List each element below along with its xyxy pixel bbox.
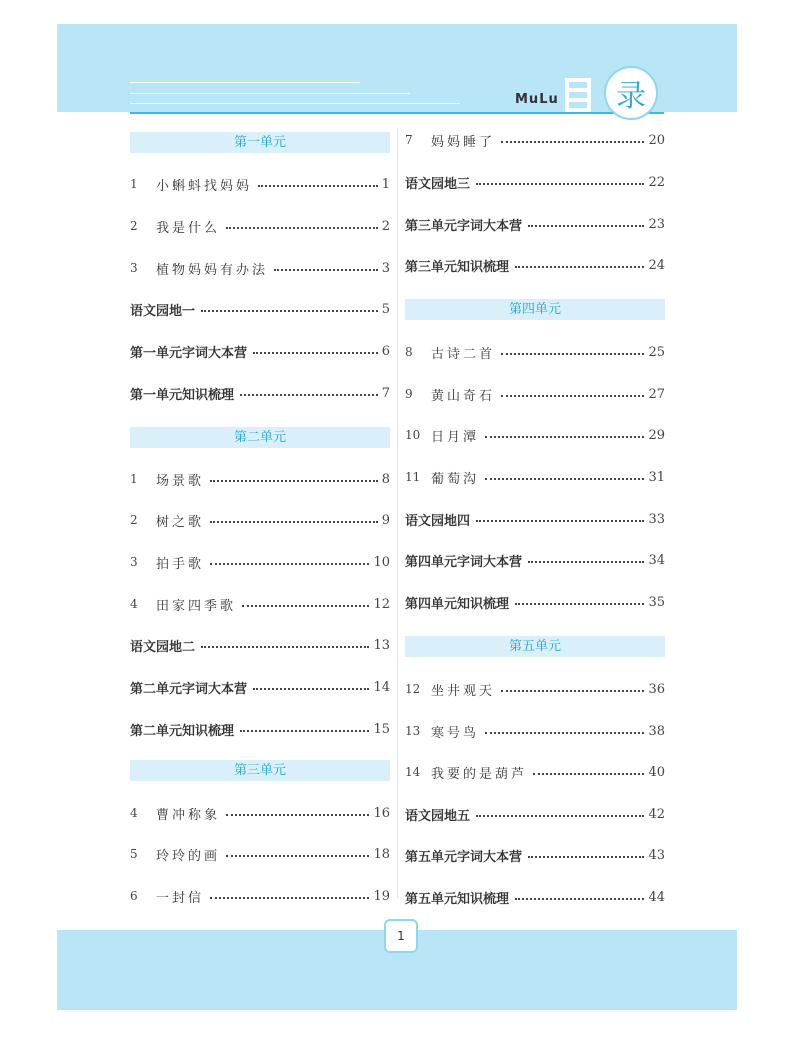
dot-leader — [476, 815, 644, 817]
entry-page: 31 — [648, 469, 665, 485]
entry-page: 40 — [648, 764, 665, 780]
entry-page: 5 — [381, 301, 390, 317]
dot-leader — [226, 814, 369, 816]
toc-entry[interactable] — [130, 719, 390, 739]
unit-heading: 第一单元 — [130, 132, 390, 153]
dot-leader — [253, 352, 378, 354]
lesson-number: 6 — [130, 889, 138, 903]
dot-leader — [258, 185, 378, 187]
dot-leader — [240, 394, 378, 396]
lesson-number: 11 — [405, 470, 421, 484]
entry-title: 田家四季歌 — [156, 598, 237, 614]
dot-leader — [528, 856, 644, 858]
dot-leader — [201, 310, 378, 312]
dot-leader — [515, 266, 644, 268]
dot-leader — [515, 603, 644, 605]
dot-leader — [210, 480, 378, 482]
decorative-line — [130, 93, 410, 94]
lesson-number: 8 — [405, 345, 413, 359]
toc-entry[interactable] — [405, 592, 665, 612]
dot-leader — [485, 732, 644, 734]
unit-heading: 第四单元 — [405, 299, 665, 320]
entry-title: 妈妈睡了 — [431, 134, 496, 150]
entry-title: 第五单元字词大本营 — [405, 849, 523, 865]
lesson-number: 7 — [405, 133, 413, 147]
lesson-number: 12 — [405, 682, 421, 696]
toc-entry[interactable] — [405, 804, 665, 824]
dot-leader — [485, 436, 644, 438]
entry-title: 第一单元知识梳理 — [130, 387, 235, 403]
entry-page: 42 — [648, 806, 665, 822]
decorative-line — [130, 103, 460, 104]
entry-title: 坐井观天 — [431, 683, 496, 699]
dot-leader — [501, 353, 644, 355]
dot-leader — [485, 478, 644, 480]
entry-page: 2 — [381, 218, 390, 234]
toc-entry[interactable] — [130, 886, 390, 906]
entry-title: 语文园地一 — [130, 303, 196, 319]
toc-entry[interactable] — [130, 341, 390, 361]
entry-title: 语文园地三 — [405, 176, 471, 192]
lesson-number: 10 — [405, 428, 421, 442]
lesson-number: 2 — [130, 219, 138, 233]
toc-entry[interactable] — [405, 214, 665, 234]
entry-page: 16 — [373, 805, 390, 821]
lesson-number: 1 — [130, 472, 138, 486]
toc-entry[interactable] — [405, 425, 665, 445]
dot-leader — [210, 897, 369, 899]
entry-title: 语文园地四 — [405, 513, 471, 529]
entry-page: 8 — [381, 471, 390, 487]
dot-leader — [253, 688, 369, 690]
column-divider — [397, 128, 398, 898]
entry-page: 6 — [381, 343, 390, 359]
toc-entry[interactable] — [405, 679, 665, 699]
entry-page: 43 — [648, 847, 665, 863]
dot-leader — [533, 773, 644, 775]
toc-entry[interactable] — [130, 552, 390, 572]
dot-leader — [274, 269, 378, 271]
dot-leader — [476, 520, 644, 522]
entry-page: 24 — [648, 257, 665, 273]
entry-title: 葡萄沟 — [431, 471, 480, 487]
entry-title: 第四单元知识梳理 — [405, 596, 510, 612]
entry-page: 44 — [648, 889, 665, 905]
dot-leader — [226, 855, 369, 857]
entry-page: 22 — [648, 174, 665, 190]
entry-page: 14 — [373, 679, 390, 695]
entry-title: 古诗二首 — [431, 346, 496, 362]
entry-page: 7 — [381, 385, 390, 401]
dot-leader — [528, 225, 644, 227]
entry-title: 我要的是葫芦 — [431, 766, 528, 782]
entry-page: 20 — [648, 132, 665, 148]
toc-entry[interactable] — [130, 216, 390, 236]
lesson-number: 4 — [130, 806, 138, 820]
dot-leader — [210, 563, 369, 565]
lesson-number: 5 — [130, 847, 138, 861]
toc-entry[interactable] — [130, 594, 390, 614]
entry-title: 语文园地五 — [405, 808, 471, 824]
lesson-number: 1 — [130, 177, 138, 191]
header-romanization: MuLu — [515, 92, 559, 107]
toc-entry[interactable] — [405, 509, 665, 529]
toc-entry[interactable] — [405, 467, 665, 487]
toc-entry[interactable] — [405, 887, 665, 907]
dot-leader — [501, 690, 644, 692]
toc-entry[interactable] — [405, 384, 665, 404]
dot-leader — [201, 646, 369, 648]
toc-entry[interactable] — [130, 383, 390, 403]
entry-page: 1 — [381, 176, 390, 192]
entry-page: 3 — [381, 260, 390, 276]
unit-heading: 第三单元 — [130, 760, 390, 781]
entry-page: 34 — [648, 552, 665, 568]
lesson-number: 3 — [130, 555, 138, 569]
entry-title: 一封信 — [156, 890, 205, 906]
entry-page: 9 — [381, 512, 390, 528]
entry-page: 27 — [648, 386, 665, 402]
entry-title: 第二单元字词大本营 — [130, 681, 248, 697]
entry-page: 36 — [648, 681, 665, 697]
toc-entry[interactable] — [405, 130, 665, 150]
entry-page: 33 — [648, 511, 665, 527]
entry-title: 寒号鸟 — [431, 725, 480, 741]
dot-leader — [515, 898, 644, 900]
entry-page: 35 — [648, 594, 665, 610]
toc-entry[interactable] — [405, 721, 665, 741]
dot-leader — [501, 141, 644, 143]
entry-page: 15 — [373, 721, 390, 737]
entry-title: 语文园地二 — [130, 639, 196, 655]
entry-page: 25 — [648, 344, 665, 360]
entry-page: 23 — [648, 216, 665, 232]
toc-entry[interactable] — [130, 803, 390, 823]
entry-title: 第三单元字词大本营 — [405, 218, 523, 234]
toc-entry[interactable] — [405, 762, 665, 782]
entry-title: 第一单元字词大本营 — [130, 345, 248, 361]
dot-leader — [501, 395, 644, 397]
entry-title: 第三单元知识梳理 — [405, 259, 510, 275]
lesson-number: 2 — [130, 513, 138, 527]
entry-page: 19 — [373, 888, 390, 904]
lesson-number: 13 — [405, 724, 421, 738]
toc-entry[interactable] — [130, 174, 390, 194]
dot-leader — [476, 183, 644, 185]
unit-heading: 第二单元 — [130, 427, 390, 448]
toc-entry[interactable] — [130, 844, 390, 864]
entry-title: 日月潭 — [431, 429, 480, 445]
entry-page: 13 — [373, 637, 390, 653]
toc-entry[interactable] — [130, 299, 390, 319]
entry-title: 曹冲称象 — [156, 807, 221, 823]
entry-page: 12 — [373, 596, 390, 612]
lesson-number: 4 — [130, 597, 138, 611]
entry-title: 玲玲的画 — [156, 848, 221, 864]
toc-entry[interactable] — [130, 258, 390, 278]
toc-entry[interactable] — [130, 469, 390, 489]
entry-title: 树之歌 — [156, 514, 205, 530]
dot-leader — [226, 227, 378, 229]
dot-leader — [528, 561, 644, 563]
dot-leader — [242, 605, 369, 607]
entry-page: 29 — [648, 427, 665, 443]
entry-page: 10 — [373, 554, 390, 570]
lesson-number: 9 — [405, 387, 413, 401]
toc-entry[interactable] — [130, 677, 390, 697]
dot-leader — [210, 521, 378, 523]
entry-page: 18 — [373, 846, 390, 862]
entry-title: 黄山奇石 — [431, 388, 496, 404]
toc-entry[interactable] — [405, 342, 665, 362]
entry-page: 38 — [648, 723, 665, 739]
entry-title: 第二单元知识梳理 — [130, 723, 235, 739]
toc-entry[interactable] — [405, 172, 665, 192]
toc-entry[interactable] — [130, 510, 390, 530]
entry-title: 我是什么 — [156, 220, 221, 236]
toc-entry[interactable] — [405, 550, 665, 570]
lesson-number: 3 — [130, 261, 138, 275]
decorative-line — [130, 82, 360, 83]
entry-title: 拍手歌 — [156, 556, 205, 572]
lesson-number: 14 — [405, 765, 421, 779]
toc-entry[interactable] — [405, 845, 665, 865]
toc-entry[interactable] — [130, 635, 390, 655]
toc-entry[interactable] — [405, 255, 665, 275]
header-rule — [130, 112, 664, 114]
unit-heading: 第五单元 — [405, 636, 665, 657]
title-char-mu — [562, 78, 596, 112]
entry-title: 第四单元字词大本营 — [405, 554, 523, 570]
entry-title: 小蝌蚪找妈妈 — [156, 178, 253, 194]
dot-leader — [240, 730, 369, 732]
entry-title: 植物妈妈有办法 — [156, 262, 269, 278]
page-number: 1 — [384, 919, 418, 953]
title-char-lu: 录 — [604, 66, 658, 120]
entry-title: 第五单元知识梳理 — [405, 891, 510, 907]
entry-title: 场景歌 — [156, 473, 205, 489]
